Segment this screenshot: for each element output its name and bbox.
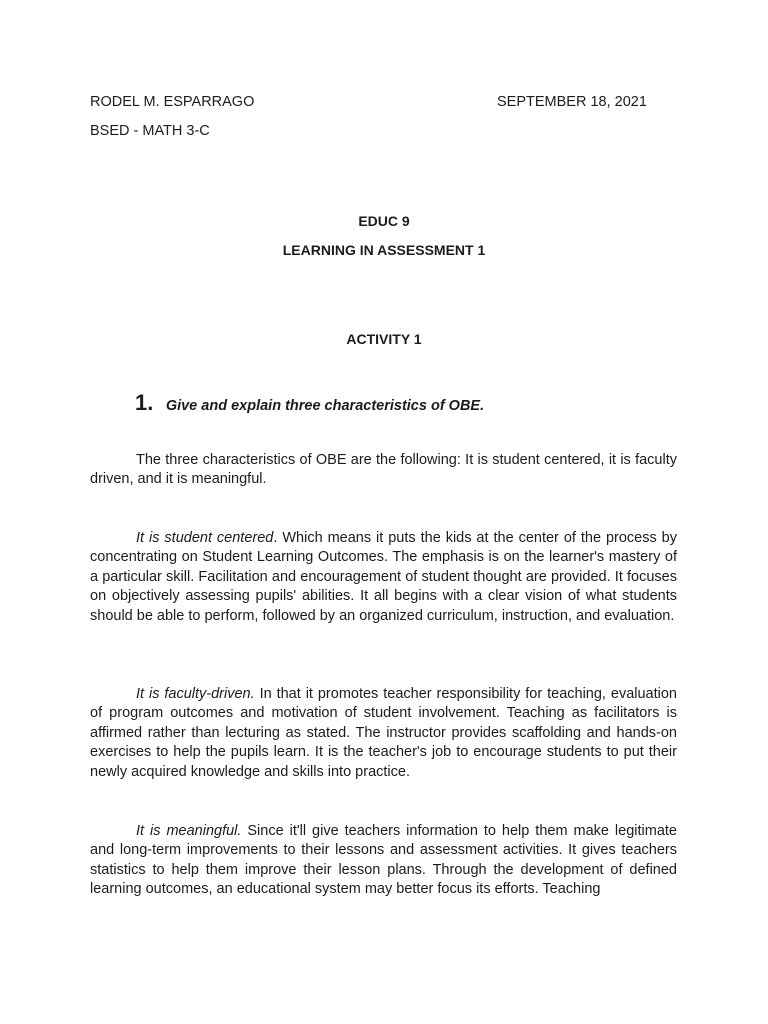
paragraph-faculty-driven	[90, 685, 677, 782]
activity-title: ACTIVITY 1	[346, 331, 422, 347]
paragraph-body: . Which means it puts the kids at the center of the process by concentrating on Student Learning Outcomes. The emphasis is on the learner's mastery of a particular skill. Facilitation and encouragement of student thought are provided. It focuses on objectively assessing pupils' abilities. It all begins with a clear vision of what students should be able to perform, followed by an organized curriculum, instruction, and evaluation.	[90, 530, 677, 624]
course-title: EDUC 9	[358, 213, 410, 229]
paragraph-meaningful	[90, 822, 677, 900]
paragraph-body: In that it promotes teacher responsibility for teaching, evaluation of program outcomes and motivation of student involvement. Teaching as facilitators is affirmed rather than lecturing as stated. The instructor provides scaffolding and hands-on exercises to help the pupils learn. It is the teacher's job to encourage students to put their newly acquired knowledge and skills into practice.	[90, 686, 677, 780]
question-number: 1.	[135, 390, 154, 415]
author-section: BSED - MATH 3-C	[90, 123, 210, 139]
paragraph-student-centered	[90, 529, 677, 626]
subject-title: LEARNING IN ASSESSMENT 1	[282, 242, 486, 258]
document-date: SEPTEMBER 18, 2021	[497, 94, 647, 110]
paragraph-body: Since it'll give teachers information to help them make legitimate and long-term improvements to their lessons and assessment activities. It gives teachers statistics to help them improve their lesson plans. Through the development of defined learning outcomes, an educational system may better focus its efforts. Teaching	[90, 823, 677, 898]
paragraph-lead: It is faculty-driven.	[136, 686, 255, 702]
paragraph-lead: It is student centered	[136, 530, 274, 546]
question-text: Give and explain three characteristics of OBE.	[165, 398, 485, 414]
author-name: RODEL M. ESPARRAGO	[90, 94, 255, 110]
intro-paragraph: The three characteristics of OBE are the following: It is student centered, it is faculty driven, and it is meaningful.	[90, 452, 677, 488]
paragraph-lead: It is meaningful.	[136, 823, 242, 839]
question-heading	[135, 390, 484, 416]
